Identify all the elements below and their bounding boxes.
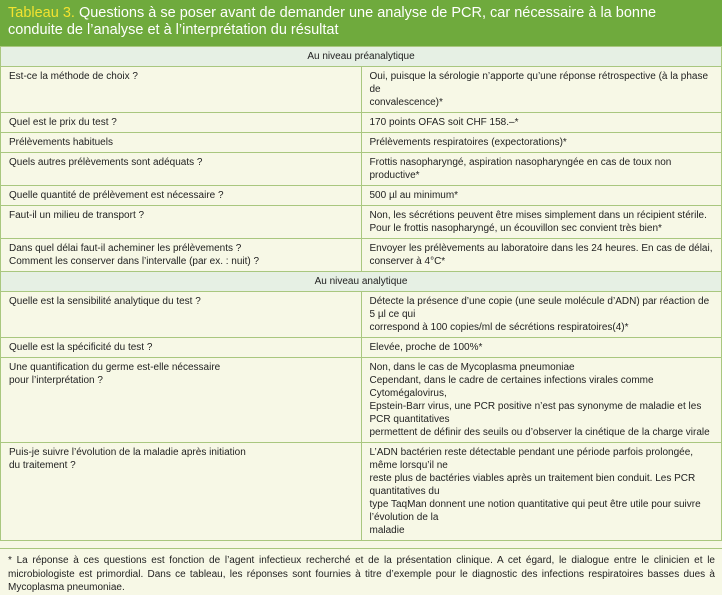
answer-cell: Non, les sécrétions peuvent être mises simplement dans un récipient stérile. Pour le frottis nasopharyngé, un écouvillon sec convient très bien* [361, 206, 722, 239]
answer-cell: L’ADN bactérien reste détectable pendant une période parfois prolongée, même lorsqu’il ne reste plus de bactéries viables après un traitement bien conduit. Les PCR quantitatives du type TaqMan donnent une notion quantitative qui peut être utile pour suivre l’évolution de la maladie [361, 443, 722, 541]
table-caption [0, 0, 722, 46]
answer-cell: Envoyer les prélèvements au laboratoire dans les 24 heures. En cas de délai, conserver à 4°C* [361, 239, 722, 272]
table-row [1, 67, 722, 113]
question-cell: Quelle est la spécificité du test ? [1, 338, 362, 358]
table-row [1, 133, 722, 153]
answer-cell: 500 µl au minimum* [361, 186, 722, 206]
question-cell: Puis-je suivre l’évolution de la maladie après initiation du traitement ? [1, 443, 362, 541]
question-cell: Prélèvements habituels [1, 133, 362, 153]
table-row [1, 113, 722, 133]
question-cell: Faut-il un milieu de transport ? [1, 206, 362, 239]
question-cell: Est-ce la méthode de choix ? [1, 67, 362, 113]
section-preanalytic [1, 47, 722, 67]
answer-cell: 170 points OFAS soit CHF 158.–* [361, 113, 722, 133]
question-cell: Une quantification du germe est-elle nécessaire pour l’interprétation ? [1, 358, 362, 443]
question-cell: Quel est le prix du test ? [1, 113, 362, 133]
answer-cell: Non, dans le cas de Mycoplasma pneumoniae Cependant, dans le cadre de certaines infections virales comme Cytomégalovirus, Epstein-Barr virus, une PCR positive n’est pas synonyme de maladie et les PCR quantitatives permettent de définir des seuils ou d’observer la cinétique de la charge virale [361, 358, 722, 443]
answer-cell: Frottis nasopharyngé, aspiration nasopharyngée en cas de toux non productive* [361, 153, 722, 186]
question-cell: Dans quel délai faut-il acheminer les prélèvements ? Comment les conserver dans l’intervalle (par ex. : nuit) ? [1, 239, 362, 272]
table-row [1, 153, 722, 186]
section-heading: Au niveau préanalytique [1, 47, 722, 67]
table-row [1, 239, 722, 272]
table-row [1, 292, 722, 338]
section-analytic [1, 272, 722, 292]
question-cell: Quelle est la sensibilité analytique du test ? [1, 292, 362, 338]
table-row [1, 443, 722, 541]
answer-cell: Elevée, proche de 100%* [361, 338, 722, 358]
footnote: * La réponse à ces questions est fonction de l’agent infectieux recherché et de la présentation clinique. A cet égard, le dialogue entre le clinicien et le microbiologiste est primordial. Dans ce tableau, les réponses sont fournies à titre d’exemple pour le diagnostic des infections respiratoires basses dues à Mycoplasma pneumoniae. [0, 548, 722, 595]
answer-cell: Prélèvements respiratoires (expectorations)* [361, 133, 722, 153]
answer-cell: Oui, puisque la sérologie n’apporte qu’une réponse rétrospective (à la phase de convalescence)* [361, 67, 722, 113]
table-number: Tableau 3. [8, 5, 75, 21]
table-row [1, 338, 722, 358]
pcr-questions-table [0, 46, 722, 541]
table-row [1, 186, 722, 206]
section-heading: Au niveau analytique [1, 272, 722, 292]
answer-cell: Détecte la présence d’une copie (une seule molécule d’ADN) par réaction de 5 µl ce qui correspond à 100 copies/ml de sécrétions respiratoires(4)* [361, 292, 722, 338]
table-title: Questions à se poser avant de demander une analyse de PCR, car nécessaire à la bonne conduite de l’analyse et à l’interprétation du résultat [8, 5, 657, 38]
question-cell: Quelle quantité de prélèvement est nécessaire ? [1, 186, 362, 206]
question-cell: Quels autres prélèvements sont adéquats ? [1, 153, 362, 186]
table-row [1, 358, 722, 443]
table-row [1, 206, 722, 239]
